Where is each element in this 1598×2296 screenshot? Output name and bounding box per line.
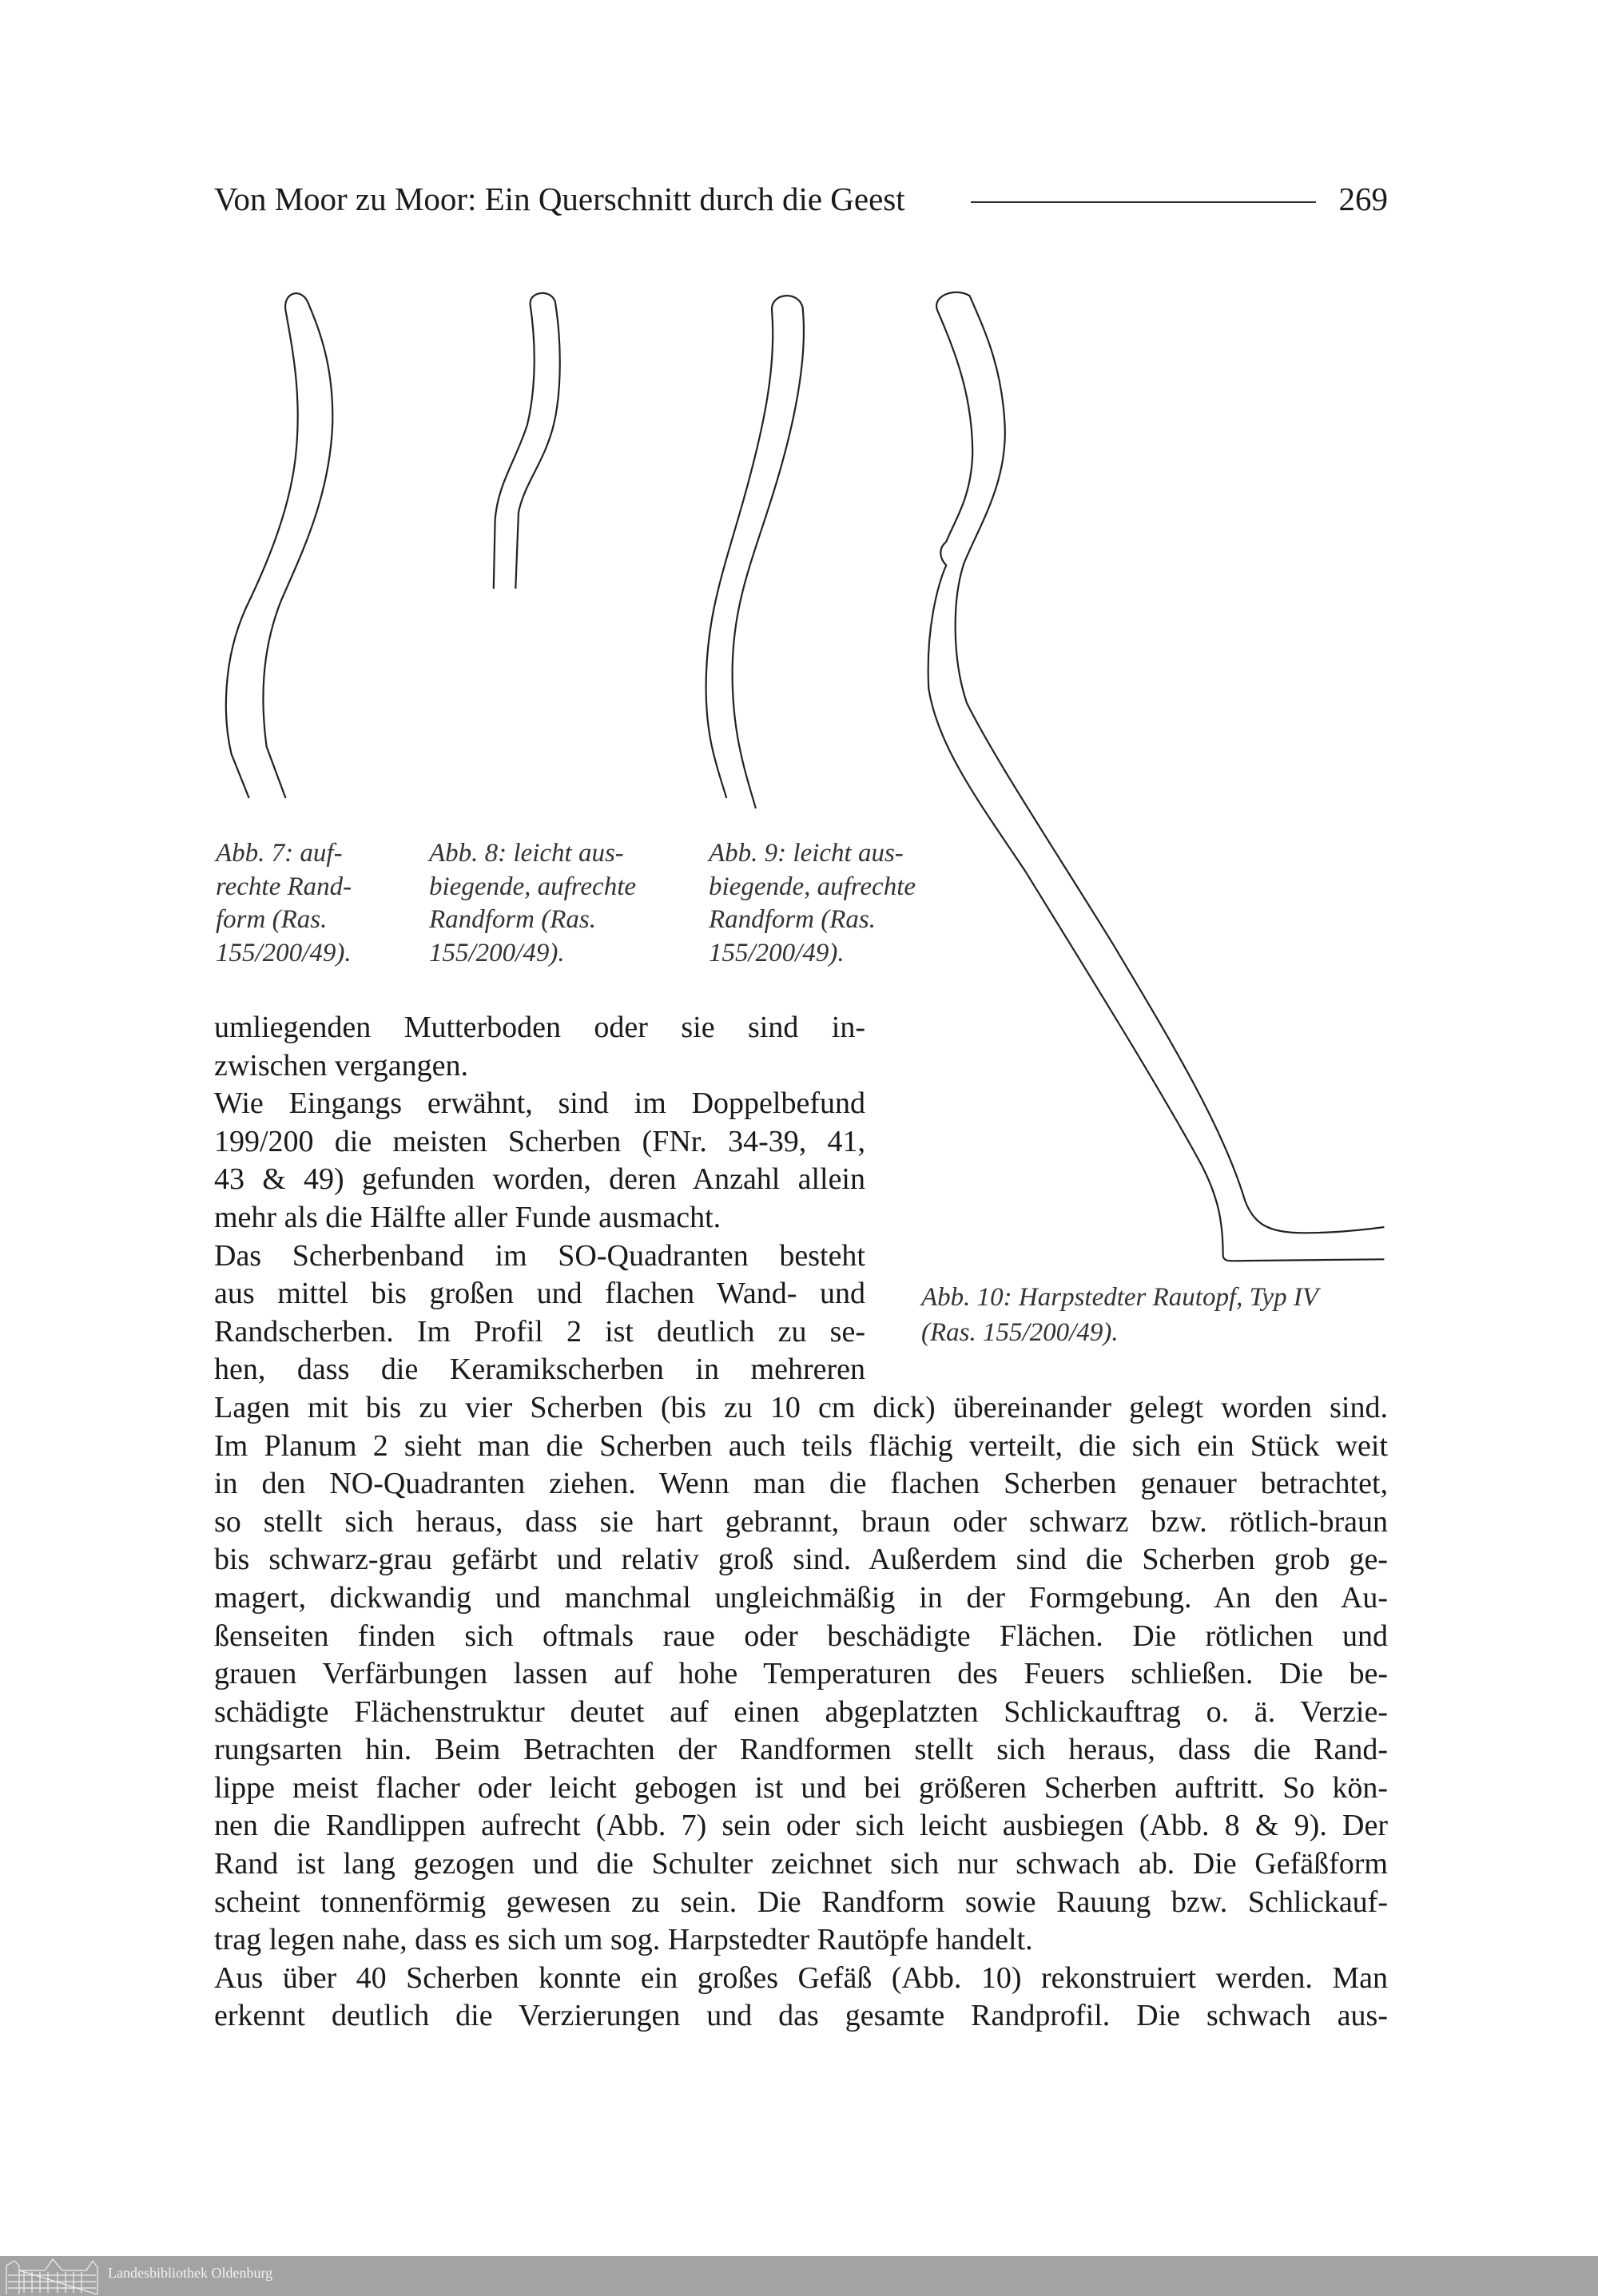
header-rule — [971, 201, 1316, 203]
caption-abb8 — [429, 837, 636, 970]
text-line: grauen Verfärbungen lassen auf hohe Temperaturen des Feuers schließen. Die be- — [214, 1657, 1388, 1691]
body-text — [214, 1009, 1388, 2036]
text-line: 199/200 die meisten Scherben (FNr. 34-39, 41, — [214, 1124, 865, 1158]
text-line: nen die Randlippen aufrecht (Abb. 7) sein oder sich leicht ausbiegen (Abb. 8 & 9). Der — [214, 1809, 1388, 1843]
text-line: umliegenden Mutterboden oder sie sind in- — [214, 1011, 865, 1044]
text-line: ßenseiten finden sich oftmals raue oder beschädigte Flächen. Die rötlichen und — [214, 1619, 1388, 1653]
text-line: bis schwarz-grau gefärbt und relativ groß sind. Außerdem sind die Scherben grob ge- — [214, 1543, 1388, 1577]
text-line: Rand ist lang gezogen und die Schulter zeichnet sich nur schwach ab. Die Gefäßform — [214, 1847, 1388, 1881]
caption-line: biegende, aufrechte — [429, 872, 637, 901]
caption-line: Randform (Ras. — [429, 905, 596, 934]
figure-abb8-rim-profile — [494, 293, 560, 589]
text-line: hen, dass die Keramikscherben in mehreren — [214, 1353, 865, 1387]
text-line: 43 & 49) gefunden worden, deren Anzahl allein — [214, 1162, 865, 1197]
text-line: erkennt deutlich die Verzierungen und das gesamte Randprofil. Die schwach aus- — [214, 1999, 1388, 2033]
text-line: in den NO-Quadranten ziehen. Wenn man die flachen Scherben genauer betrachtet, — [214, 1467, 1388, 1501]
library-building-logo-icon — [5, 2258, 99, 2294]
library-footer-bar — [0, 2256, 1598, 2296]
caption-line: 155/200/49). — [216, 938, 352, 967]
text-line: lippe meist flacher oder leicht gebogen ist und bei größeren Scherben auftritt. So kön- — [214, 1770, 1388, 1805]
text-line: mehr als die Hälfte aller Funde ausmacht. — [214, 1200, 721, 1234]
caption-line: 155/200/49). — [429, 938, 565, 967]
text-line: trag legen nahe, dass es sich um sog. Harpstedter Rautöpfe handelt. — [214, 1923, 1033, 1957]
caption-line: form (Ras. — [216, 905, 328, 934]
text-line: scheint tonnenförmig gewesen zu sein. Die Randform sowie Rauung bzw. Schlickauf- — [214, 1885, 1388, 1919]
caption-line: Abb. 8: leicht aus- — [429, 839, 624, 868]
running-head-title: Von Moor zu Moor: Ein Querschnitt durch die Geest — [214, 181, 905, 217]
text-line: Wie Eingangs erwähnt, sind im Doppelbefund — [214, 1086, 865, 1121]
text-line: so stellt sich heraus, dass sie hart gebrannt, braun oder schwarz bzw. rötlich-braun — [214, 1504, 1388, 1539]
caption-abb9 — [709, 837, 916, 970]
caption-line: rechte Rand- — [216, 872, 352, 901]
text-line: schädigte Flächenstruktur deutet auf einen abgeplatzten Schlickauftrag o. ä. Verzie- — [214, 1694, 1388, 1729]
text-line: Das Scherbenband im SO-Quadranten besteht — [214, 1238, 865, 1273]
text-line: Aus über 40 Scherben konnte ein großes Gefäß (Abb. 10) rekonstruiert werden. Man — [214, 1960, 1388, 1995]
text-line: Lagen mit bis zu vier Scherben (bis zu 10 cm dick) übereinander gelegt worden sind. — [214, 1390, 1388, 1424]
library-name: Landesbibliothek Oldenburg — [108, 2265, 273, 2281]
caption-abb7 — [216, 837, 352, 970]
caption-line: Abb. 7: auf- — [216, 839, 343, 868]
text-line: Im Planum 2 sieht man die Scherben auch teils flächig verteilt, die sich ein Stück weit — [214, 1428, 1388, 1463]
figure-abb7-rim-profile — [226, 293, 332, 798]
text-line: Randscherben. Im Profil 2 ist deutlich zu se- — [214, 1314, 865, 1349]
text-line: magert, dickwandig und manchmal ungleichmäßig in der Formgebung. An den Au- — [214, 1580, 1388, 1615]
caption-line: Randform (Ras. — [709, 905, 876, 934]
caption-line: Abb. 10: Harpstedter Rautopf, Typ IV — [921, 1283, 1319, 1312]
caption-line: Abb. 9: leicht aus- — [709, 839, 904, 868]
text-line: zwischen vergangen. — [214, 1048, 468, 1082]
text-line: aus mittel bis großen und flachen Wand- und — [214, 1277, 865, 1311]
caption-line: (Ras. 155/200/49). — [921, 1318, 1119, 1347]
figure-abb9-rim-profile — [706, 296, 804, 808]
page-number: 269 — [1338, 181, 1388, 217]
caption-line: biegende, aufrechte — [709, 872, 916, 901]
caption-line: 155/200/49). — [709, 938, 845, 967]
text-line: rungsarten hin. Beim Betrachten der Randformen stellt sich heraus, dass die Rand- — [214, 1733, 1388, 1767]
